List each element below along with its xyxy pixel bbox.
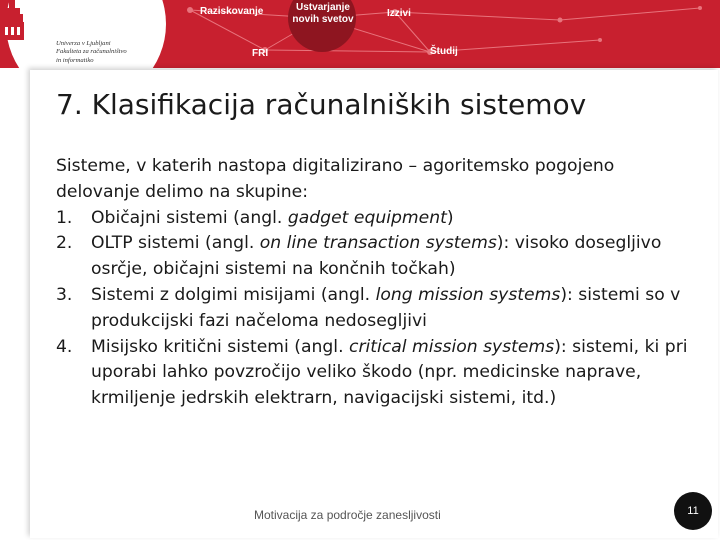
- nav-ustvarjanje-line1: Ustvarjanje: [296, 2, 350, 13]
- logo-line-2: Fakulteta za računalništvo: [56, 48, 127, 56]
- header-banner: [0, 0, 720, 68]
- logo-line-3: in informatiko: [56, 56, 94, 64]
- footer-text: Motivacija za področje zanesljivosti: [254, 508, 441, 522]
- slide-title: 7. Klasifikacija računalniških sistemov: [56, 88, 587, 121]
- list-item-term: gadget equipment: [287, 207, 447, 228]
- list-item: [56, 206, 696, 232]
- list-item-text: Misijsko kritični sistemi (angl.: [91, 336, 349, 357]
- list-item-text: ): sistemi so v produkcijski fazi načeloma nedosegljivi: [91, 284, 681, 331]
- list-item-number: 2.: [56, 233, 73, 254]
- list-item-number: 3.: [56, 284, 73, 305]
- intro-text: Sisteme, v katerih nastopa digitalizirano – agoritemsko pogojeno delovanje delimo na skupine:: [56, 156, 615, 202]
- nav-fri[interactable]: FRI: [252, 48, 269, 59]
- list-item-text: Sistemi z dolgimi misijami (angl.: [91, 284, 376, 305]
- list-item-term: long mission systems: [375, 284, 561, 305]
- list-item-term: critical mission systems: [349, 336, 555, 357]
- list-item-number: 1.: [56, 207, 73, 228]
- list-item-text: OLTP sistemi (angl.: [91, 233, 260, 254]
- logo-line-1: Univerza v Ljubljani: [56, 40, 111, 47]
- list-item-term: on line transaction systems: [259, 233, 497, 254]
- logo-text: [56, 40, 156, 65]
- nav-ustvarjanje-line2: novih svetov: [292, 14, 354, 25]
- nav-raziskovanje[interactable]: Raziskovanje: [200, 6, 264, 17]
- list-item: [56, 231, 696, 283]
- list-item-text: ): visoko dosegljivo osrčje, običajni sistemi na končnih točkah): [91, 233, 662, 280]
- university-logo-icon: [0, 0, 24, 42]
- nav-izzivi[interactable]: Izzivi: [387, 8, 411, 19]
- list-item-text: ): sistemi, ki pri uporabi lahko povzročijo veliko škodo (npr. medicinske naprave, krmiljenje jedrskih elektrarn, navigacijski sistemi, itd.): [91, 336, 688, 409]
- list-item-number: 4.: [56, 336, 73, 357]
- slide-content: [56, 154, 696, 412]
- nav-ustvarjanje[interactable]: [292, 2, 354, 26]
- classification-list: [56, 206, 696, 412]
- nav-studij[interactable]: Študij: [430, 46, 458, 57]
- list-item-text: Običajni sistemi (angl.: [91, 207, 288, 228]
- page-number: 11: [674, 492, 712, 530]
- list-item-text: ): [446, 207, 454, 228]
- list-item: [56, 335, 696, 412]
- list-item: [56, 283, 696, 335]
